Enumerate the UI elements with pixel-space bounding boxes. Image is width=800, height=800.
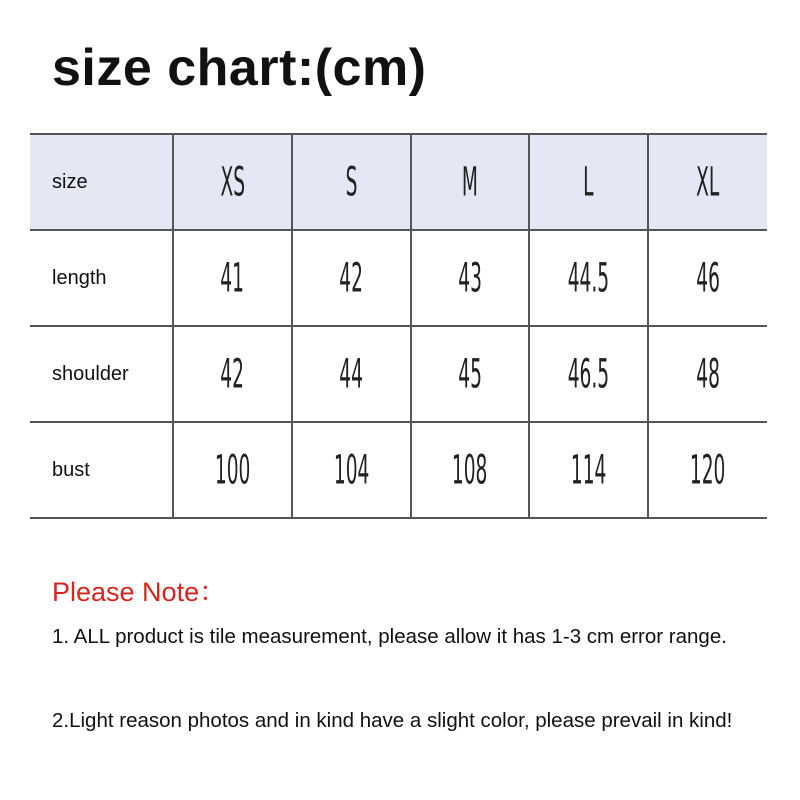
note-item-2: 2.Light reason photos and in kind have a slight color, please prevail in kind!	[52, 709, 733, 732]
row-label-length: length	[30, 230, 173, 326]
table-cell: 48	[648, 326, 767, 422]
table-cell: 120	[648, 422, 767, 518]
header-cell-size: size	[30, 135, 173, 230]
row-label-shoulder: shoulder	[30, 326, 173, 422]
table-row-shoulder	[30, 326, 767, 422]
table-cell: 46	[648, 230, 767, 326]
table-cell: 114	[529, 422, 648, 518]
table-cell: 108	[411, 422, 530, 518]
size-table	[30, 133, 767, 519]
table-cell: 100	[173, 422, 292, 518]
table-cell: 42	[173, 326, 292, 422]
header-cell-m: M	[411, 135, 530, 230]
table-row-length	[30, 230, 767, 326]
page-title: size chart:(cm)	[52, 39, 427, 97]
header-cell-s: S	[292, 135, 411, 230]
table-header-row	[30, 135, 767, 230]
table-cell: 45	[411, 326, 530, 422]
table-cell: 46.5	[529, 326, 648, 422]
row-label-bust: bust	[30, 422, 173, 518]
table-row-bust	[30, 422, 767, 518]
note-heading: Please Note：	[52, 577, 227, 607]
table-cell: 104	[292, 422, 411, 518]
table-cell: 42	[292, 230, 411, 326]
header-cell-l: L	[529, 135, 648, 230]
table-cell: 43	[411, 230, 530, 326]
table-cell: 44.5	[529, 230, 648, 326]
note-item-1: 1. ALL product is tile measurement, please allow it has 1-3 cm error range.	[52, 625, 727, 648]
table-cell: 41	[173, 230, 292, 326]
header-cell-xl: XL	[648, 135, 767, 230]
header-cell-xs: XS	[173, 135, 292, 230]
table-cell: 44	[292, 326, 411, 422]
